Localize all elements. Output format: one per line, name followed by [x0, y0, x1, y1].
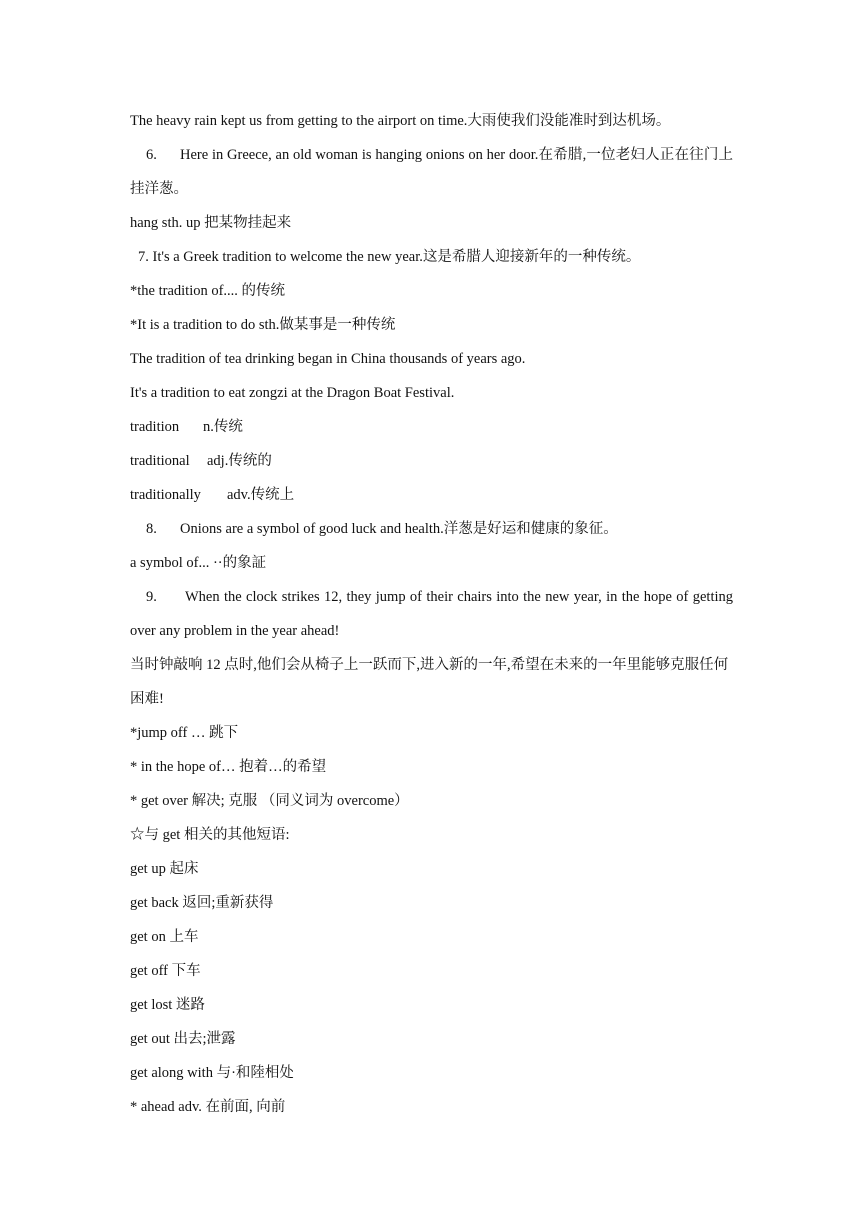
word-form: traditional [130, 453, 190, 469]
example-sentence: The tradition of tea drinking began in China thousands of years ago. [130, 351, 526, 367]
word-form: traditionally [130, 487, 201, 503]
numbered-item-7: 7. It's a Greek tradition to welcome the new year.这是希腊人迎接新年的一种传统。 [138, 249, 641, 265]
phrase-note: * ahead adv. 在前面, 向前 [130, 1099, 286, 1115]
phrase-note: a symbol of... ··的象証 [130, 555, 267, 571]
word-form-row [130, 410, 733, 444]
phrase-note: *the tradition of.... 的传统 [130, 283, 286, 299]
translation-paragraph: 当时钟敲响 12 点时,他们会从椅子上一跃而下,进入新的一年,希望在未来的一年里能够克服任何困难! [130, 657, 729, 707]
section-heading: ☆与 get 相关的其他短语: [130, 827, 290, 843]
item-number: 8. [146, 521, 157, 537]
phrase-entry: get on 上车 [130, 929, 199, 945]
phrase-entry: get lost 迷路 [130, 997, 205, 1013]
phrase-entry: get along with 与·和陸相处 [130, 1065, 294, 1081]
numbered-item-8 [130, 512, 733, 546]
item-number: 9. [146, 589, 157, 605]
phrase-entry: get up 起床 [130, 861, 199, 877]
example-sentence: The heavy rain kept us from getting to the airport on time.大雨使我们没能准时到达机场。 [130, 113, 671, 129]
phrase-entry: get off 下车 [130, 963, 201, 979]
word-form-row [130, 444, 733, 478]
phrase-note: hang sth. up 把某物挂起来 [130, 215, 292, 231]
word-definition: adj.传统的 [207, 453, 272, 469]
numbered-item-9 [130, 580, 733, 648]
phrase-note: * get over 解决; 克服 （同义词为 overcome） [130, 793, 409, 809]
phrase-entry: get out 出去;泄露 [130, 1031, 236, 1047]
word-form-row [130, 478, 733, 512]
item-text: Here in Greece, an old woman is hanging onions on her door.在希腊,一位老妇人正在往门上挂洋葱。 [130, 147, 733, 197]
item-text: When the clock strikes 12, they jump of their chairs into the new year, in the hope of getting over any problem in the year ahead! [130, 589, 733, 639]
word-form: tradition [130, 419, 180, 435]
phrase-note: * in the hope of… 抱着…的希望 [130, 759, 327, 775]
word-definition: n.传统 [203, 419, 243, 435]
item-number: 6. [146, 147, 157, 163]
word-definition: adv.传统上 [227, 487, 295, 503]
document-body [130, 104, 733, 1124]
phrase-note: *jump off … 跳下 [130, 725, 239, 741]
example-sentence: It's a tradition to eat zongzi at the Dragon Boat Festival. [130, 385, 455, 401]
phrase-entry: get back 返回;重新获得 [130, 895, 274, 911]
phrase-note: *It is a tradition to do sth.做某事是一种传统 [130, 317, 396, 333]
numbered-item-6 [130, 138, 733, 206]
item-text: Onions are a symbol of good luck and health.洋葱是好运和健康的象征。 [180, 521, 618, 537]
